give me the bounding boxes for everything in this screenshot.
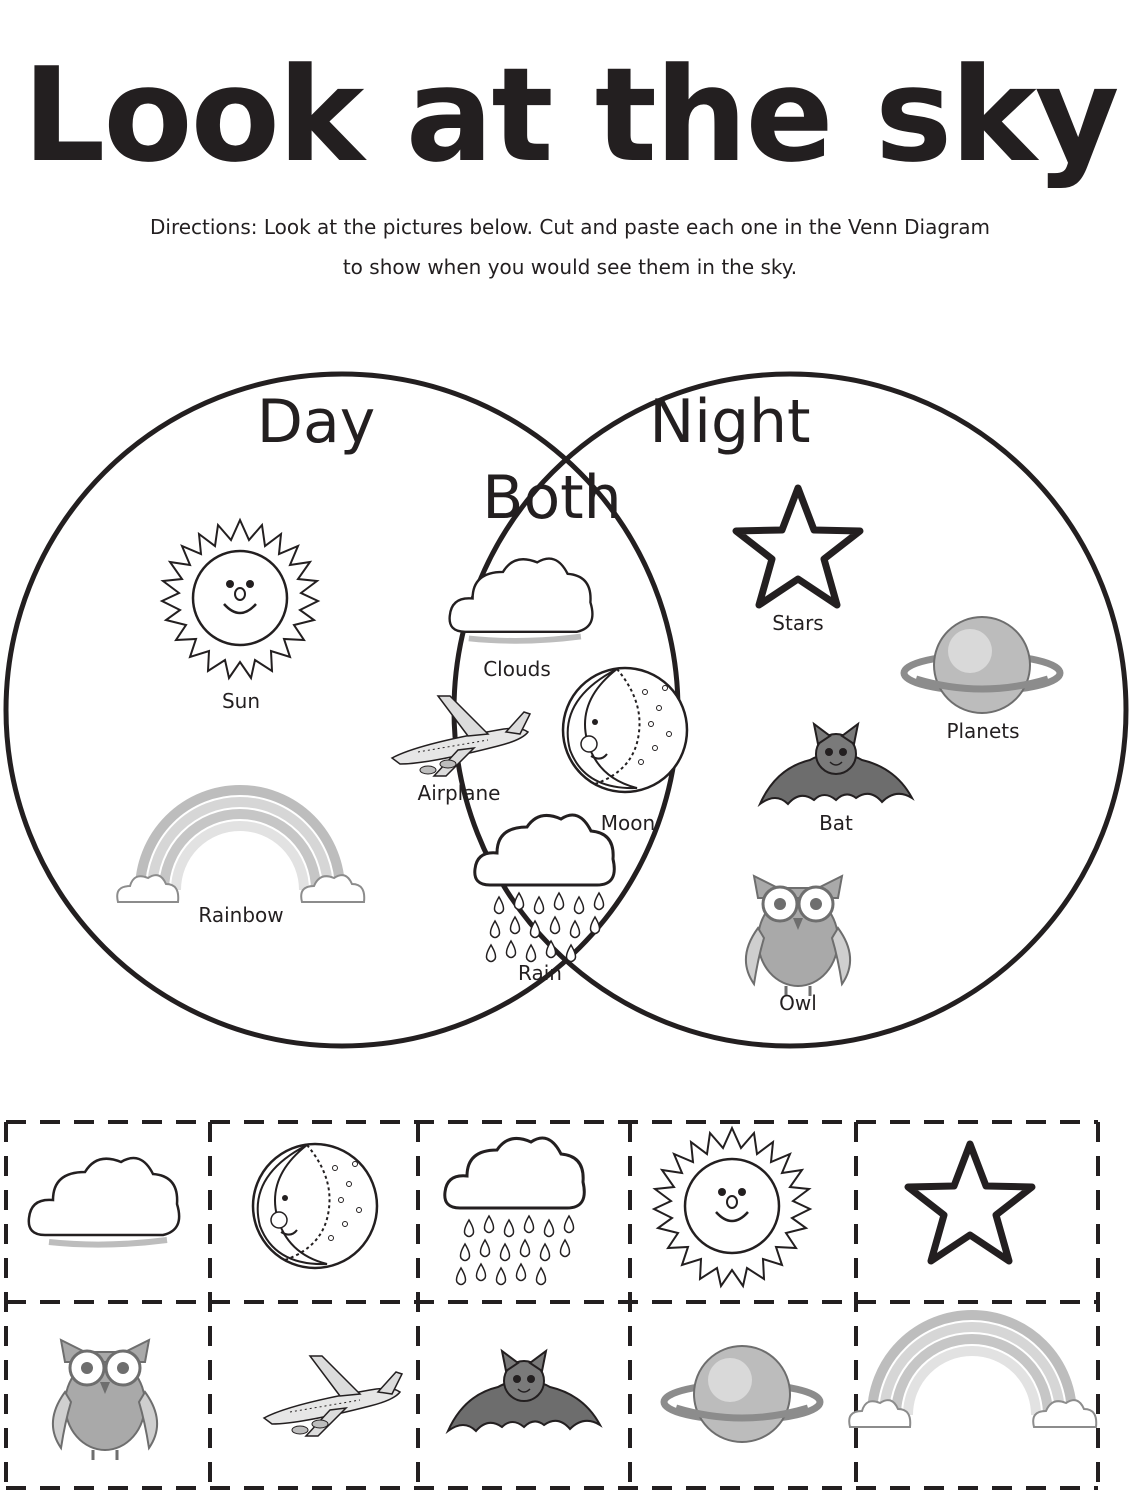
cloud-icon [450,559,593,641]
planet-icon [904,617,1060,713]
both-label: Both [482,463,622,533]
card-sun-icon[interactable] [654,1128,810,1286]
owl-label: Owl [779,991,817,1015]
card-rain-cloud-icon[interactable] [445,1138,584,1285]
sun-icon [162,520,318,678]
moon-label: Moon [600,811,656,835]
card-moon-icon[interactable] [253,1144,377,1268]
sun-label: Sun [221,689,261,713]
card-rainbow-icon[interactable] [849,1315,1096,1427]
rainbow-icon [117,790,364,902]
rain-label: Rain [518,961,562,985]
rainbow-label: Rainbow [198,903,284,927]
card-airplane-icon[interactable] [264,1356,402,1436]
day-label: Day [256,387,376,457]
stars-label: Stars [772,611,824,635]
airplane-label: Airplane [417,781,501,805]
cut-out-cards [0,1110,1140,1495]
night-label: Night [649,387,811,457]
page-title: Look at the sky [22,39,1118,191]
card-bat-icon[interactable] [448,1351,600,1431]
star-icon [736,488,860,605]
owl-icon [746,876,850,996]
card-star-icon[interactable] [908,1144,1032,1261]
card-owl-icon[interactable] [53,1340,157,1460]
directions-line-2: to show when you would see them in the sky. [342,255,798,279]
bat-icon [760,724,912,804]
planets-label: Planets [946,719,1020,743]
card-planet-icon[interactable] [664,1346,820,1442]
card-cloud-icon[interactable] [29,1158,179,1245]
venn-diagram [0,340,1140,1100]
directions-line-1: Directions: Look at the pictures below. Cut and paste each one in the Venn Diagram [149,215,990,239]
bat-label: Bat [819,811,853,835]
airplane-icon [392,696,530,776]
clouds-label: Clouds [483,657,551,681]
moon-icon [563,668,687,792]
